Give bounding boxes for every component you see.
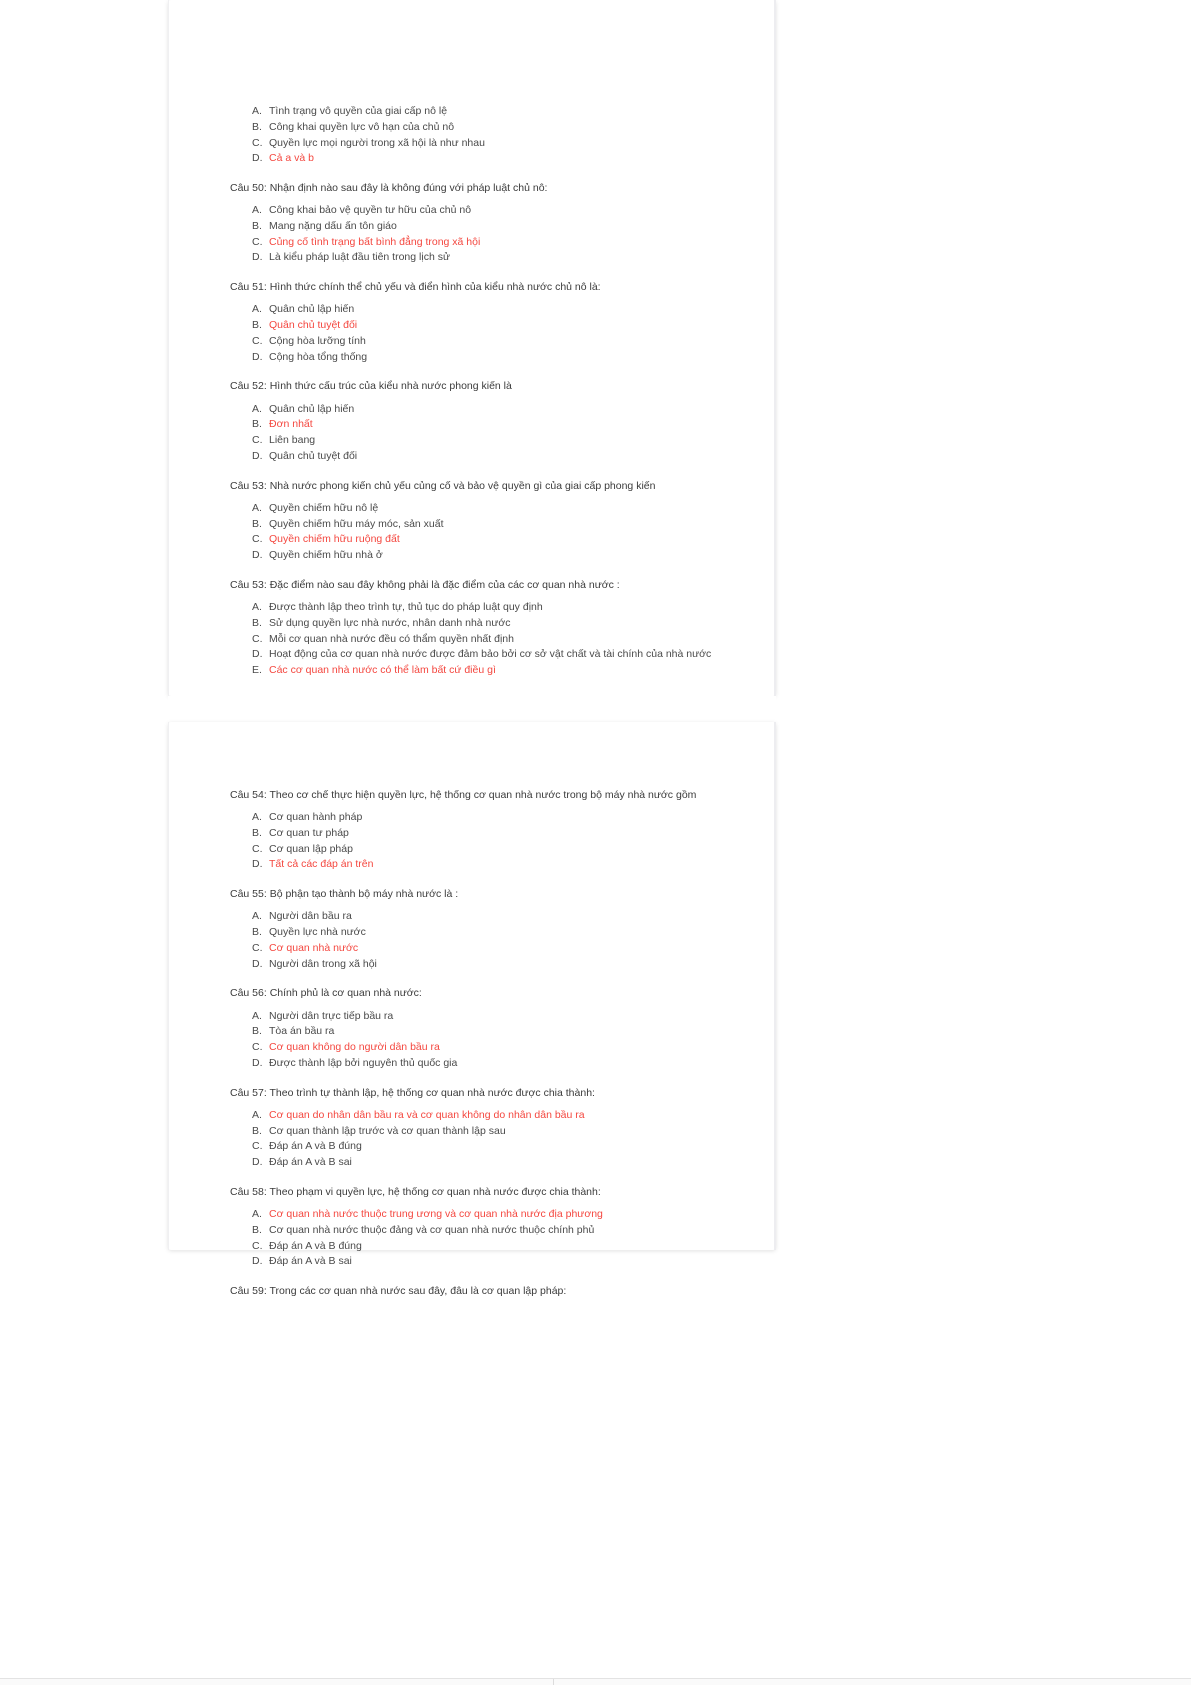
option-letter: C. [252,632,263,645]
option-letter: C. [252,334,263,347]
option-row[interactable] [168,1009,776,1025]
option-text: Quyền chiếm hữu nhà ở [269,549,383,562]
option-letter: D. [252,1156,263,1169]
option-letter: C. [252,533,263,546]
option-row-correct[interactable] [168,318,776,334]
question-block [168,1185,776,1270]
option-letter: B. [252,826,262,839]
option-letter: A. [252,204,262,217]
option-text: Quyền chiếm hữu ruộng đất [269,533,400,546]
option-letter: A. [252,910,262,923]
option-text: Được thành lập bởi nguyên thủ quốc gia [269,1056,458,1069]
option-letter: C. [252,434,263,447]
option-row-correct[interactable] [168,417,776,433]
option-list [168,1207,776,1270]
option-letter: D. [252,350,263,363]
option-row[interactable] [168,1139,776,1155]
option-text: Mỗi cơ quan nhà nước đều có thẩm quyền nhất định [269,632,514,645]
option-text: Đáp án A và B sai [269,1156,352,1169]
question-block [168,379,776,464]
option-row[interactable] [168,1223,776,1239]
document-page-1 [168,0,776,696]
option-text: Đáp án A và B đúng [269,1140,362,1153]
option-letter: D. [252,251,263,264]
question-stem: Câu 51: Hình thức chính thể chủ yếu và điển hình của kiểu nhà nước chủ nô là: [230,281,601,294]
question-block [168,578,776,679]
question-block [168,104,776,167]
option-letter: B. [252,616,262,629]
option-row-correct[interactable] [168,857,776,873]
question-stem: Câu 54: Theo cơ chế thực hiện quyền lực, hệ thống cơ quan nhà nước trong bộ máy nhà nước gồm [230,789,697,801]
question-stem: Câu 53: Nhà nước phong kiến chủ yếu củng cố và bảo vệ quyền gì của giai cấp phong kiến [230,479,656,492]
option-row[interactable] [168,957,776,973]
option-letter: A. [252,402,262,415]
option-text: Cơ quan hành pháp [269,811,363,824]
option-letter: C. [252,842,263,855]
option-letter: D. [252,648,263,661]
option-letter: B. [252,1025,262,1038]
option-letter: D. [252,1056,263,1069]
option-text: Cơ quan do nhân dân bầu ra và cơ quan không do nhân dân bầu ra [269,1108,585,1121]
option-letter: D. [252,957,263,970]
option-letter: C. [252,941,263,954]
option-list [168,1009,776,1072]
option-row-correct[interactable] [168,941,776,957]
question-block [168,986,776,1071]
option-text: Quân chủ lập hiến [269,402,355,415]
option-row[interactable] [168,810,776,826]
option-letter: A. [252,105,262,117]
question-stem: Câu 59: Trong các cơ quan nhà nước sau đây, đâu là cơ quan lập pháp: [230,1285,567,1298]
page-gap [168,696,776,722]
option-text: Đơn nhất [269,418,313,431]
option-letter: A. [252,1208,262,1221]
question-block [168,1284,776,1299]
option-letter: D. [252,152,263,165]
option-text: Là kiểu pháp luật đầu tiên trong lịch sử [269,251,450,264]
option-text: Liên bang [269,434,316,447]
option-row[interactable] [168,632,776,648]
option-letter: D. [252,1255,263,1268]
option-row[interactable] [168,104,776,120]
option-row[interactable] [168,1056,776,1072]
option-row[interactable] [168,350,776,366]
question-stem: Câu 56: Chính phủ là cơ quan nhà nước: [230,987,422,1000]
option-list [168,302,776,365]
option-list [168,402,776,465]
option-row[interactable] [168,616,776,632]
option-row[interactable] [168,136,776,152]
option-letter: C. [252,1239,263,1252]
option-letter: A. [252,303,262,316]
option-row[interactable] [168,203,776,219]
option-letter: D. [252,449,263,462]
option-row-correct[interactable] [168,1108,776,1124]
option-letter: B. [252,1223,262,1236]
option-text: Cơ quan không do người dân bầu ra [269,1041,440,1054]
document-page-2 [168,722,776,1298]
option-list [168,104,776,167]
option-list [168,203,776,266]
option-letter: B. [252,517,262,530]
option-row[interactable] [168,1024,776,1040]
option-list [168,909,776,972]
option-text: Cộng hòa tổng thống [269,350,368,363]
option-row[interactable] [168,120,776,136]
option-letter: E. [252,664,262,677]
option-text: Công khai bảo vệ quyền tư hữu của chủ nô [269,204,472,217]
question-stem: Câu 50: Nhận định nào sau đây là không đúng với pháp luật chủ nô: [230,182,548,194]
option-row[interactable] [168,517,776,533]
window-bottom-bar [0,1678,1191,1685]
option-row[interactable] [168,842,776,858]
option-text: Các cơ quan nhà nước có thể làm bất cứ điều gì [269,664,496,677]
option-letter: B. [252,418,262,431]
option-text: Được thành lập theo trình tự, thủ tục do pháp luật quy định [269,601,543,614]
option-row[interactable] [168,925,776,941]
option-text: Đáp án A và B đúng [269,1239,362,1252]
option-text: Cả a và b [269,152,314,165]
question-block [168,887,776,972]
option-letter: C. [252,235,263,248]
option-letter: D. [252,858,263,871]
option-letter: C. [252,1041,263,1054]
question-stem: Câu 55: Bộ phận tạo thành bộ máy nhà nước là : [230,888,459,901]
option-text: Tất cả các đáp án trên [269,858,374,871]
option-row-correct[interactable] [168,532,776,548]
option-text: Hoạt động của cơ quan nhà nước được đảm bảo bởi cơ sở vật chất và tài chính của nhà nước [269,648,712,661]
option-text: Người dân trực tiếp bầu ra [269,1009,394,1022]
question-block [168,280,776,365]
option-row[interactable] [168,1124,776,1140]
option-row[interactable] [168,548,776,564]
option-list [168,501,776,564]
bottom-bar-segment-right [554,1679,1191,1685]
page-1-content [168,0,776,679]
page-2-content [168,722,776,1299]
option-letter: C. [252,1140,263,1153]
option-letter: B. [252,120,262,133]
option-letter: B. [252,1124,262,1137]
option-text: Cơ quan nhà nước [269,941,359,954]
option-row[interactable] [168,909,776,925]
option-text: Quân chủ lập hiến [269,303,355,316]
option-text: Quyền chiếm hữu nô lệ [269,501,379,514]
option-row[interactable] [168,433,776,449]
option-letter: B. [252,219,262,232]
option-row-correct[interactable] [168,151,776,167]
option-text: Quyền lực nhà nước [269,926,366,939]
option-row[interactable] [168,1239,776,1255]
option-text: Người dân bầu ra [269,910,352,923]
option-row[interactable] [168,449,776,465]
option-text: Củng cố tình trạng bất bình đẳng trong xã hội [269,235,481,248]
option-row[interactable] [168,826,776,842]
option-text: Sử dụng quyền lực nhà nước, nhân danh nhà nước [269,616,511,629]
option-row-correct[interactable] [168,1040,776,1056]
question-stem: Câu 58: Theo phạm vi quyền lực, hệ thống cơ quan nhà nước được chia thành: [230,1185,601,1198]
option-text: Quyền chiếm hữu máy móc, sản xuất [269,517,444,530]
option-text: Quân chủ tuyệt đối [269,449,358,462]
option-list [168,1108,776,1171]
option-letter: B. [252,319,262,332]
question-block [168,479,776,564]
option-text: Tình trạng vô quyền của giai cấp nô lệ [269,105,448,117]
question-stem: Câu 53: Đặc điểm nào sau đây không phải là đặc điểm của các cơ quan nhà nước : [230,578,620,591]
question-block [168,1086,776,1171]
option-text: Quyền lực mọi người trong xã hội là như nhau [269,136,485,149]
option-row-correct[interactable] [168,663,776,679]
bottom-bar-segment-left [0,1679,554,1685]
option-text: Cơ quan nhà nước thuộc trung ương và cơ quan nhà nước địa phương [269,1208,603,1221]
question-block [168,788,776,873]
option-text: Người dân trong xã hội [269,957,377,970]
option-row[interactable] [168,501,776,517]
question-stem: Câu 52: Hình thức cấu trúc của kiểu nhà nước phong kiến là [230,380,512,393]
option-text: Cơ quan nhà nước thuộc đảng và cơ quan nhà nước thuộc chính phủ [269,1223,595,1236]
option-row[interactable] [168,647,776,663]
option-row[interactable] [168,1254,776,1270]
question-stem: Câu 57: Theo trình tự thành lập, hệ thống cơ quan nhà nước được chia thành: [230,1086,595,1099]
option-text: Cơ quan thành lập trước và cơ quan thành lập sau [269,1124,506,1137]
option-row-correct[interactable] [168,1207,776,1223]
option-text: Tòa án bầu ra [269,1025,335,1038]
option-text: Cơ quan tư pháp [269,826,349,839]
option-letter: C. [252,136,263,149]
option-row[interactable] [168,402,776,418]
option-letter: A. [252,601,262,614]
option-row[interactable] [168,334,776,350]
option-letter: A. [252,501,262,514]
option-text: Quân chủ tuyệt đối [269,319,358,332]
option-row[interactable] [168,302,776,318]
option-letter: A. [252,811,262,824]
option-list [168,810,776,873]
option-letter: D. [252,549,263,562]
option-row[interactable] [168,1155,776,1171]
option-row[interactable] [168,600,776,616]
option-row-correct[interactable] [168,235,776,251]
option-letter: A. [252,1108,262,1121]
option-letter: B. [252,926,262,939]
option-letter: A. [252,1009,262,1022]
option-text: Công khai quyền lực vô hạn của chủ nô [269,120,455,133]
option-row[interactable] [168,250,776,266]
option-text: Cộng hòa lưỡng tính [269,334,366,347]
option-text: Cơ quan lập pháp [269,842,353,855]
option-row[interactable] [168,219,776,235]
question-block [168,181,776,266]
option-text: Mang nặng dấu ấn tôn giáo [269,219,397,232]
option-list [168,600,776,679]
option-text: Đáp án A và B sai [269,1255,352,1268]
